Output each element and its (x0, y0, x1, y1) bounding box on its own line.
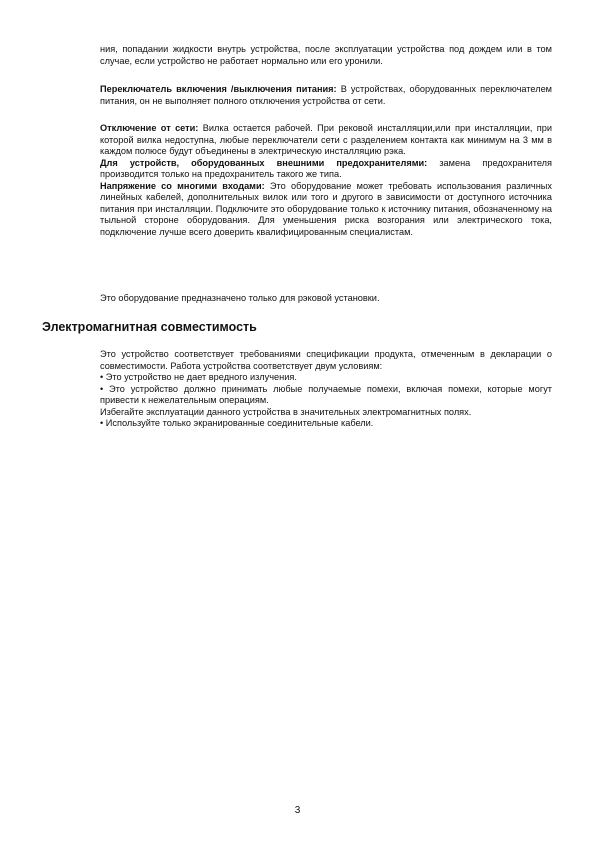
paragraph-text: ния, попадании жидкости внутрь устройства, после эксплуатации устройства под дождем или в том случае, если устройство не работает нормально или его уронили. (100, 44, 552, 66)
emc-intro: Это устройство соответствует требованиями спецификации продукта, отмеченным в декларации о совместимости. Работа устройства соответствует двум условиям: (100, 349, 552, 371)
paragraph-multiple-inputs (100, 181, 552, 239)
paragraph-rack-only (100, 293, 552, 305)
emc-section-body (100, 349, 552, 430)
paragraph-heading: Отключение от сети: (100, 123, 199, 133)
paragraph-heading: Для устройств, оборудованных внешними предохранителями: (100, 157, 428, 168)
emc-list-item: • Это устройство должно принимать любые получаемые помехи, включая помехи, которые могут привести к нежелательным операциям. (100, 383, 552, 405)
paragraph-text: Это оборудование предназначено только для рэковой установки. (100, 293, 380, 303)
emc-avoid-text: Избегайте эксплуатации данного устройства в значительных электромагнитных полях. (100, 406, 472, 417)
paragraph-external-fuses (100, 158, 552, 181)
paragraph-mains-disconnect (100, 123, 552, 238)
paragraph-text: замена предохранителя производится только на предохранитель такого же типа. (100, 157, 552, 179)
page-number: 3 (294, 805, 301, 816)
paragraph-continuation (100, 44, 552, 67)
paragraph-heading: Переключатель включения /выключения питания: (100, 84, 337, 94)
paragraph-power-switch (100, 84, 552, 107)
emc-list-item: • Это устройство не дает вредного излучения. (100, 372, 297, 382)
section-title: Электромагнитная совместимость (42, 320, 257, 334)
paragraph-text: В устройствах, оборудованных переключателем питания, он не выполняет полного отключения устройства от сети. (100, 84, 552, 106)
emc-list-item: • Используйте только экранированные соединительные кабели. (100, 418, 374, 428)
paragraph-heading: Напряжение со многими входами: (100, 180, 265, 191)
paragraph-text: Вилка остается рабочей. При рековой инсталляции,или при инсталляции, при которой вилка недоступна, любые переключатели сети с разделением контакта как минимум на 3 мм в каждом полюсе будут объединены в электрическую инсталляцию рэка. (100, 123, 552, 156)
paragraph-text: Это оборудование может требовать использования различных линейных кабелей, дополнительных вилок или того и другого в зависимости от доступного источника питания при инсталляции. Подключите это оборудование только к источнику питания, обозначенному на тыльной стороне оборудования. Для уменьшения риска возгорания или электрического тока, подключение лучше всего доверить квалифицированным специалистам. (100, 180, 552, 237)
